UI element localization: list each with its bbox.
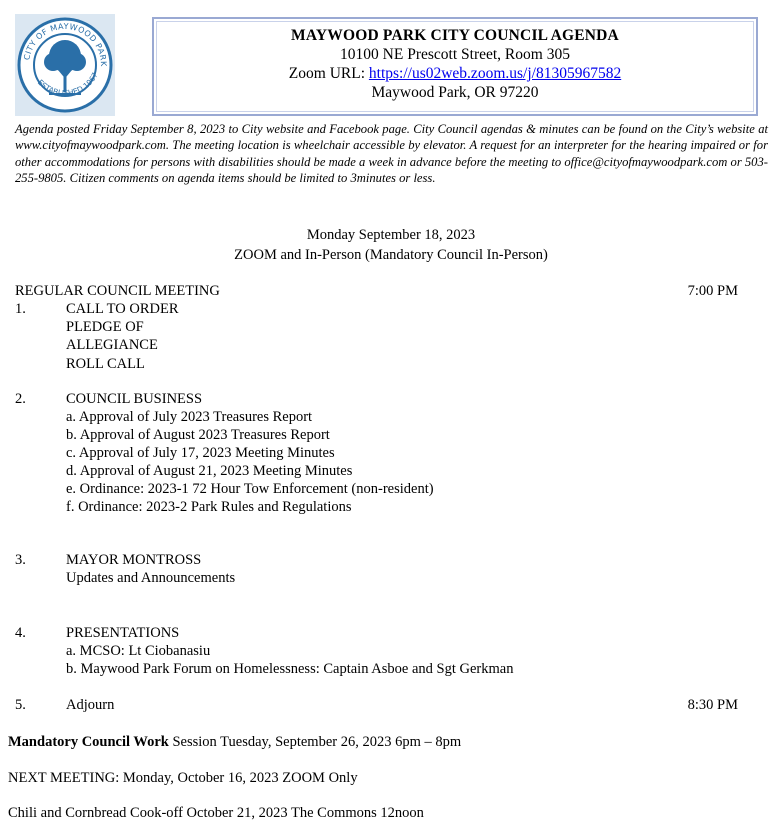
item-5-title: Adjourn [66,697,115,713]
notice-line-2: City’s website at www.cityofmaywoodpark.com. The meeting location is wheelchair accessible by elevator. A request for an [15,122,769,153]
zoom-url-line [154,64,756,83]
event-line: Chili and Cornbread Cook-off October 21, 2023 The Commons 12noon [8,805,424,821]
item-2-subitem: e. Ordinance: 2023-1 72 Hour Tow Enforcement (non-resident) [66,481,434,497]
meeting-address: 10100 NE Prescott Street, Room 305 [340,46,570,63]
item-2-title: COUNCIL BUSINESS [66,391,203,407]
meeting-mode: ZOOM and In-Person (Mandatory Council In-Person) [234,247,548,263]
item-3-title: MAYOR MONTROSS [66,552,202,568]
agenda-title: MAYWOOD PARK CITY COUNCIL AGENDA [291,27,619,44]
seal-ring-bottom-text: ESTABLISHED 1967 [35,70,100,98]
zoom-url-label: Zoom URL: [288,65,369,82]
end-time: 8:30 PM [687,697,738,713]
notice-line-5: 3minutes or less. [350,171,436,186]
regular-meeting-heading: REGULAR COUNCIL MEETING [15,283,220,299]
item-2-subitem: d. Approval of August 21, 2023 Meeting Minutes [66,463,353,479]
start-time: 7:00 PM [687,283,738,299]
item-2-number: 2. [15,391,26,407]
item-1-line: ROLL CALL [66,356,145,372]
work-session-bold: Mandatory Council Work [8,734,169,750]
item-4-subitem: a. MCSO: Lt Ciobanasiu [66,643,211,659]
next-meeting-line: NEXT MEETING: Monday, October 16, 2023 ZOOM Only [8,770,358,786]
zoom-url-link[interactable]: https://us02web.zoom.us/j/81305967582 [368,65,622,82]
city-seal-logo [15,14,115,116]
notice-line-3: interpreter for the hearing impaired or for other accommodations for persons with disabilities should be made a week in advance [15,138,768,169]
item-3-number: 3. [15,552,26,568]
item-2-subitem: b. Approval of August 2023 Treasures Report [66,427,330,443]
agenda-header-box [152,17,758,116]
item-2-subitem: f. Ordinance: 2023-2 Park Rules and Regulations [66,499,352,515]
work-session-line [8,734,461,751]
notice-line-4: before the meeting to office@cityofmaywoodpark.com or 503-255-9805. Citizen comments on agenda items should be limited to [15,154,768,186]
item-1-line: PLEDGE OF [66,319,144,335]
item-1-number: 1. [15,301,26,317]
work-session-rest: Session Tuesday, September 26, 2023 6pm – 8pm [168,734,462,750]
agenda-notice [15,121,768,187]
item-1-line: CALL TO ORDER [66,301,179,317]
item-3-subitem: Updates and Announcements [66,570,236,586]
notice-line-1: Agenda posted Friday September 8, 2023 to City website and Facebook page. City Council agendas & minutes can be found on the [15,122,682,136]
meeting-city: Maywood Park, OR 97220 [371,84,539,101]
item-4-title: PRESENTATIONS [66,625,180,641]
item-2-subitem: a. Approval of July 2023 Treasures Report [66,409,313,425]
meeting-date: Monday September 18, 2023 [306,227,476,243]
seal-ring-top-text: CITY OF MAYWOOD PARK [22,21,109,67]
item-1-line: ALLEGIANCE [66,337,158,353]
item-5-number: 5. [15,697,26,713]
item-4-subitem: b. Maywood Park Forum on Homelessness: Captain Asboe and Sgt Gerkman [66,661,514,677]
item-4-number: 4. [15,625,26,641]
item-2-subitem: c. Approval of July 17, 2023 Meeting Minutes [66,445,335,461]
